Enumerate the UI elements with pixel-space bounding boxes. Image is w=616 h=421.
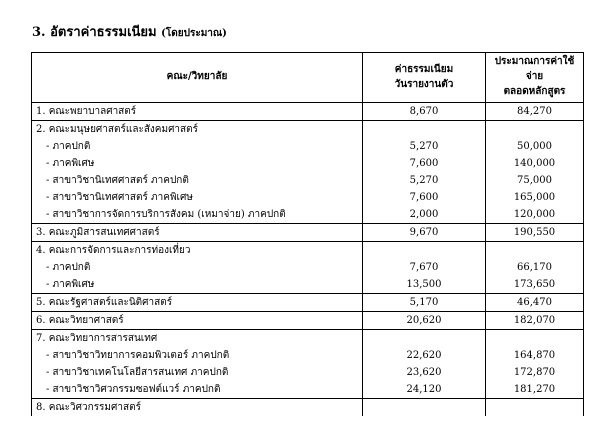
program-name: - ภาคพิเศษ xyxy=(32,155,363,172)
fee-value: 9,670 xyxy=(363,224,486,242)
faculty-name: 3. คณะภูมิสารสนเทศศาสตร์ xyxy=(32,224,363,242)
fee-table xyxy=(31,52,584,416)
table-row xyxy=(32,155,584,172)
section-heading xyxy=(32,21,227,42)
total-value: 190,550 xyxy=(486,224,584,242)
total-value xyxy=(486,121,584,139)
total-value: 181,270 xyxy=(486,381,584,399)
fee-value: 23,620 xyxy=(363,364,486,381)
table-row xyxy=(32,294,584,312)
table-row xyxy=(32,103,584,121)
table-row xyxy=(32,381,584,399)
fee-value xyxy=(363,242,486,260)
total-value: 164,870 xyxy=(486,347,584,364)
program-name: - ภาคพิเศษ xyxy=(32,276,363,294)
total-value: 140,000 xyxy=(486,155,584,172)
table-row xyxy=(32,224,584,242)
total-value: 172,870 xyxy=(486,364,584,381)
total-value: 50,000 xyxy=(486,138,584,155)
total-value: 75,000 xyxy=(486,172,584,189)
fee-value: 7,600 xyxy=(363,155,486,172)
program-name: - สาขาวิชานิเทศศาสตร์ ภาคปกติ xyxy=(32,172,363,189)
section-number: 3. xyxy=(32,25,46,40)
total-value: 66,170 xyxy=(486,259,584,276)
fee-value: 24,120 xyxy=(363,381,486,399)
table-row xyxy=(32,312,584,330)
header-total xyxy=(486,53,584,103)
table-row xyxy=(32,242,584,260)
header-total-line1: ประมาณการค่าใช้จ่าย xyxy=(494,56,575,82)
table-row xyxy=(32,399,584,417)
table-row xyxy=(32,121,584,139)
total-value xyxy=(486,330,584,348)
fee-value: 2,000 xyxy=(363,206,486,224)
table-row xyxy=(32,347,584,364)
header-faculty: คณะ/วิทยาลัย xyxy=(32,53,363,103)
table-row xyxy=(32,364,584,381)
program-name: - ภาคปกติ xyxy=(32,138,363,155)
total-value xyxy=(486,242,584,260)
header-fee-line2: วันรายงานตัว xyxy=(394,78,454,90)
fee-value: 22,620 xyxy=(363,347,486,364)
table-row xyxy=(32,138,584,155)
table-row xyxy=(32,189,584,206)
faculty-name: 7. คณะวิทยาการสารสนเทศ xyxy=(32,330,363,348)
faculty-name: 4. คณะการจัดการและการท่องเที่ยว xyxy=(32,242,363,260)
total-value: 120,000 xyxy=(486,206,584,224)
total-value: 182,070 xyxy=(486,312,584,330)
total-value: 46,470 xyxy=(486,294,584,312)
section-subtitle: (โดยประมาณ) xyxy=(161,28,227,39)
table-row xyxy=(32,259,584,276)
total-value: 173,650 xyxy=(486,276,584,294)
faculty-name: 6. คณะวิทยาศาสตร์ xyxy=(32,312,363,330)
table-row xyxy=(32,172,584,189)
fee-value: 5,270 xyxy=(363,172,486,189)
faculty-name: 2. คณะมนุษยศาสตร์และสังคมศาสตร์ xyxy=(32,121,363,139)
program-name: - สาขาวิชาเทคโนโลยีสารสนเทศ ภาคปกติ xyxy=(32,364,363,381)
program-name: - สาขาวิชาการจัดการบริการสังคม (เหมาจ่าย) ภาคปกติ xyxy=(32,206,363,224)
total-value: 84,270 xyxy=(486,103,584,121)
header-fee xyxy=(363,53,486,103)
faculty-name: 5. คณะรัฐศาสตร์และนิติศาสตร์ xyxy=(32,294,363,312)
table-row xyxy=(32,206,584,224)
program-name: - ภาคปกติ xyxy=(32,259,363,276)
header-total-line2: ตลอดหลักสูตร xyxy=(503,86,566,97)
table-row xyxy=(32,330,584,348)
section-title: อัตราค่าธรรมเนียม xyxy=(50,25,157,40)
fee-value xyxy=(363,330,486,348)
fee-value xyxy=(363,121,486,139)
table-header-row xyxy=(32,53,584,103)
fee-value: 7,600 xyxy=(363,189,486,206)
program-name: - สาขาวิชาวิศวกรรมซอฟต์แวร์ ภาคปกติ xyxy=(32,381,363,399)
fee-value xyxy=(363,399,486,417)
fee-value: 5,270 xyxy=(363,138,486,155)
fee-value: 13,500 xyxy=(363,276,486,294)
table-row xyxy=(32,276,584,294)
fee-value: 5,170 xyxy=(363,294,486,312)
faculty-name: 8. คณะวิศวกรรมศาสตร์ xyxy=(32,399,363,417)
fee-value: 20,620 xyxy=(363,312,486,330)
program-name: - สาขาวิชาวิทยาการคอมพิวเตอร์ ภาคปกติ xyxy=(32,347,363,364)
total-value xyxy=(486,399,584,417)
fee-value: 7,670 xyxy=(363,259,486,276)
fee-value: 8,670 xyxy=(363,103,486,121)
faculty-name: 1. คณะพยาบาลศาสตร์ xyxy=(32,103,363,121)
program-name: - สาขาวิชานิเทศศาสตร์ ภาคพิเศษ xyxy=(32,189,363,206)
total-value: 165,000 xyxy=(486,189,584,206)
header-fee-line1: ค่าธรรมเนียม xyxy=(394,63,454,75)
